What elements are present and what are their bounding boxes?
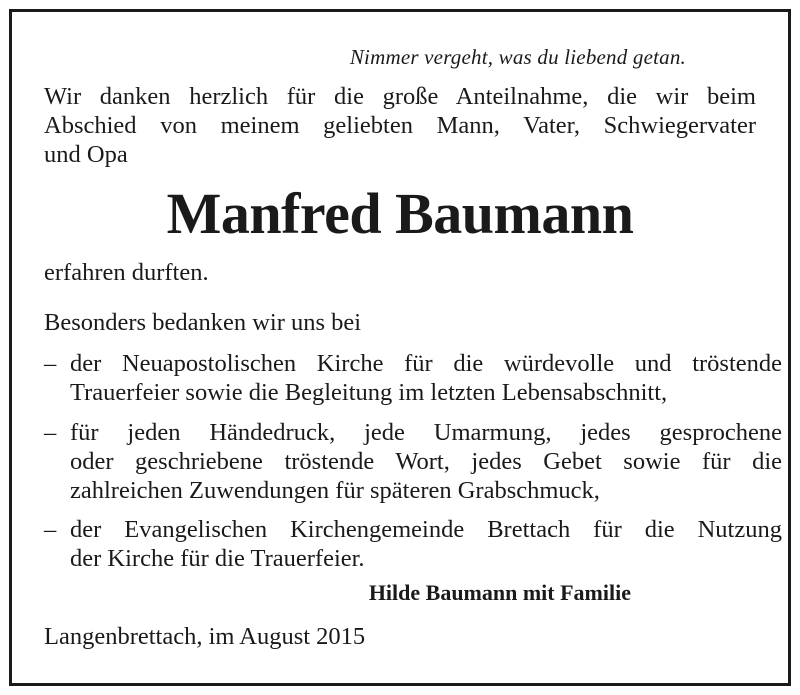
- thanks-intro: Besonders bedanken wir uns bei: [44, 309, 362, 336]
- list-item: [44, 418, 782, 505]
- dash-bullet: –: [44, 419, 57, 446]
- intro-paragraph: [44, 82, 756, 169]
- signature: Hilde Baumann mit Familie: [368, 580, 631, 605]
- list-item-line: der Neuapostolischen Kirche für die würdevolle und tröstende: [70, 350, 782, 377]
- list-item-line: oder geschriebene tröstende Wort, jedes Gebet sowie für die: [70, 448, 782, 475]
- dash-bullet: –: [44, 516, 57, 543]
- intro-line: Wir danken herzlich für die große Anteilnahme, die wir beim: [44, 83, 756, 110]
- list-item: [44, 515, 782, 573]
- intro-line: Abschied von meinem geliebten Mann, Vater, Schwiegervater: [44, 112, 756, 139]
- place-and-date: Langenbrettach, im August 2015: [44, 623, 366, 650]
- intro-line: und Opa: [44, 141, 128, 168]
- list-item-line: zahlreichen Zuwendungen für späteren Grabschmuck,: [70, 477, 600, 504]
- dash-bullet: –: [44, 350, 57, 377]
- deceased-name: Manfred Baumann: [166, 181, 634, 246]
- list-item-line: für jeden Händedruck, jede Umarmung, jedes gesprochene: [70, 419, 782, 446]
- list-item-line: der Evangelischen Kirchengemeinde Brettach für die Nutzung: [70, 516, 782, 543]
- motto-quote: Nimmer vergeht, was du liebend getan.: [349, 45, 686, 69]
- list-item: [44, 349, 782, 407]
- list-item-line: Trauerfeier sowie die Begleitung im letzten Lebensabschnitt,: [70, 379, 668, 406]
- list-item-line: der Kirche für die Trauerfeier.: [70, 545, 365, 572]
- after-name-text: erfahren durften.: [44, 259, 209, 286]
